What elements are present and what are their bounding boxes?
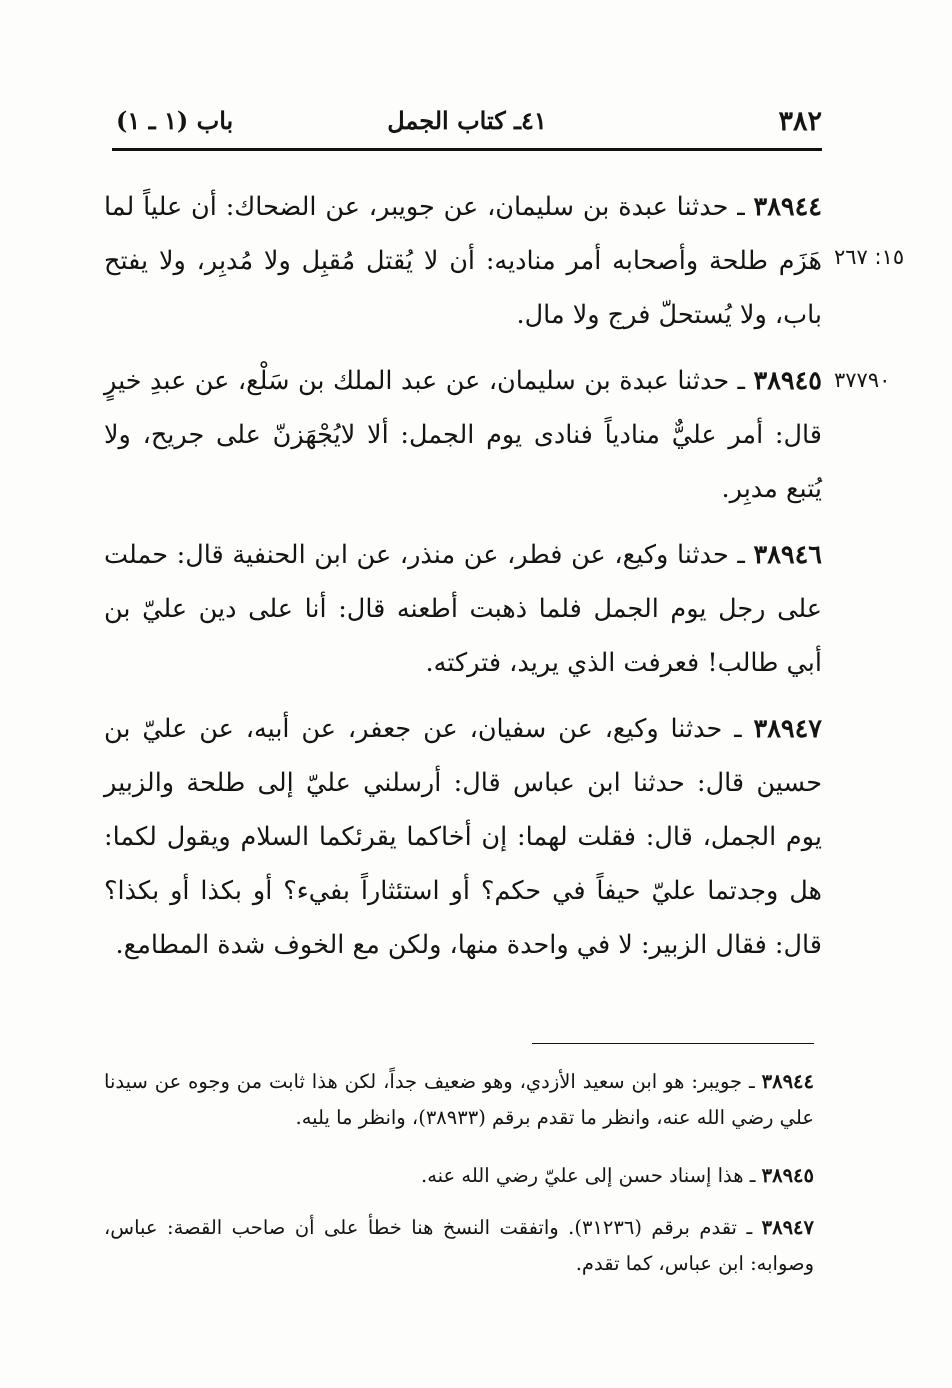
margin-reference: ١٥: ٢٦٧ xyxy=(834,245,905,269)
chapter-label: باب (١ ـ ١) xyxy=(116,106,234,135)
hadith-38947 xyxy=(104,702,822,972)
footnote-text: ـ جويبر: هو ابن سعيد الأزدي، وهو ضعيف جداً، لكن هذا ثابت من وجوه عن سيدنا علي رضي الله عنه، وانظر ما تقدم برقم (٣٨٩٣٣)، وانظر ما يليه. xyxy=(104,1070,814,1129)
footnote-38947 xyxy=(104,1210,814,1282)
footnote-38944 xyxy=(104,1064,814,1136)
page-number: ٣٨٢ xyxy=(778,106,822,137)
page-header xyxy=(112,100,822,144)
footnote-text: ـ هذا إسناد حسن إلى عليّ رضي الله عنه. xyxy=(421,1164,762,1187)
footnote-divider xyxy=(532,1043,814,1044)
hadith-38946 xyxy=(104,528,822,690)
footnote-number: ٣٨٩٤٥ xyxy=(761,1164,814,1187)
hadith-number: ٣٨٩٤٥ xyxy=(753,366,822,396)
footnote-number: ٣٨٩٤٤ xyxy=(761,1070,814,1093)
hadith-number: ٣٨٩٤٤ xyxy=(753,192,822,222)
hadith-text: ـ حدثنا عبدة بن سليمان، عن عبد الملك بن سَلْع، عن عبدِ خيرٍ قال: أمر عليٌّ منادياً فنادى يوم الجمل: ألا لايُجْهَزنّ على جريح، ولا يُتبع مدبِر. xyxy=(104,366,822,504)
hadith-number: ٣٨٩٤٧ xyxy=(753,714,822,744)
hadith-number: ٣٨٩٤٦ xyxy=(753,540,822,570)
hadith-text: ـ حدثنا عبدة بن سليمان، عن جويبر، عن الضحاك: أن علياً لما هَزَم طلحة وأصحابه أمر مناديه: أن لا يُقتل مُقبِل ولا مُدبِر، ولا يفتح باب، ولا يُستحلّ فرج ولا مال. xyxy=(104,192,822,330)
book-title: ٤١ـ كتاب الجمل xyxy=(387,106,547,135)
footnote-38945 xyxy=(104,1158,814,1194)
hadith-text: ـ حدثنا وكيع، عن فطر، عن منذر، عن ابن الحنفية قال: حملت على رجل يوم الجمل فلما ذهبت أطعنه قال: أنا على دين عليّ بن أبي طالب! فعرفت الذي يريد، فتركته. xyxy=(104,540,822,678)
header-divider xyxy=(112,148,822,151)
hadith-38944 xyxy=(104,180,822,342)
hadith-38945 xyxy=(104,354,822,516)
footnote-text: ـ تقدم برقم (٣١٢٣٦). واتفقت النسخ هنا خطأ على أن صاحب القصة: عباس، وصوابه: ابن عباس، كما تقدم. xyxy=(104,1216,814,1275)
hadith-text: ـ حدثنا وكيع، عن سفيان، عن جعفر، عن أبيه، عن عليّ بن حسين قال: حدثنا ابن عباس قال: أرسلني عليّ إلى طلحة والزبير يوم الجمل، قال: فقلت لهما: إن أخاكما يقرئكما السلام ويقول لكما: هل وجدتما عليّ حيفاً في حكم؟ أو استئثاراً بفيء؟ أو بكذا أو بكذا؟ قال: فقال الزبير: لا في واحدة منها، ولكن مع الخوف شدة المطامع. xyxy=(104,714,822,960)
margin-reference: ٣٧٧٩٠ xyxy=(834,368,891,392)
footnote-number: ٣٨٩٤٧ xyxy=(761,1216,815,1239)
